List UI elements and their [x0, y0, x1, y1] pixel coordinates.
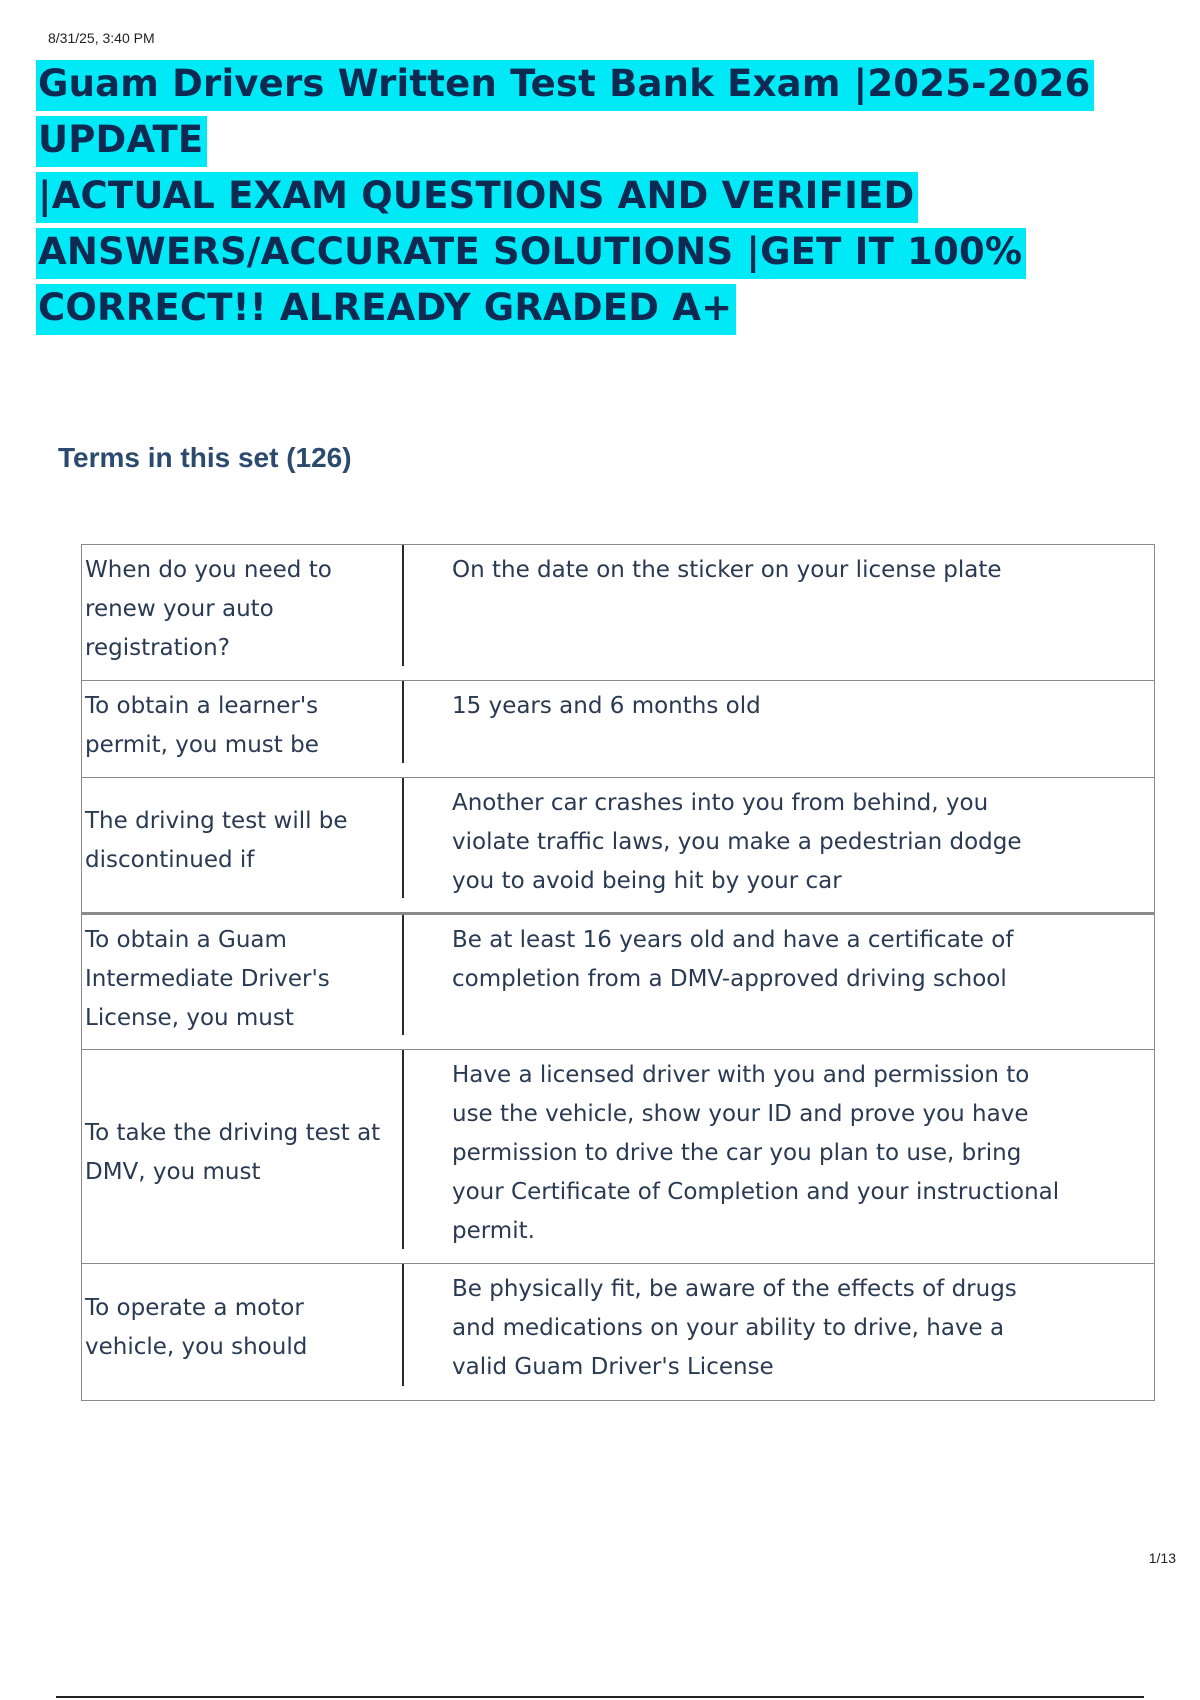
term-text: To take the driving test at DMV, you must	[85, 1119, 381, 1185]
table-row	[82, 545, 1154, 680]
page-number: 1/13	[1148, 1550, 1176, 1566]
footer-divider	[56, 1696, 1144, 1698]
term-text: The driving test will be discontinued if	[85, 808, 348, 873]
title-line: ANSWERS/ACCURATE SOLUTIONS |GET IT 100%	[36, 228, 1026, 279]
document-title	[36, 56, 1176, 336]
term-text: When do you need to renew your auto registration?	[85, 557, 332, 661]
term-text: To obtain a learner's permit, you must be	[85, 693, 319, 758]
term-cell	[82, 778, 402, 912]
term-cell	[82, 1050, 402, 1263]
title-line: Guam Drivers Written Test Bank Exam |2025-2026 UPDATE	[36, 60, 1094, 167]
terms-table	[81, 544, 1155, 1401]
title-line: CORRECT!! ALREADY GRADED A+	[36, 284, 736, 335]
table-row	[82, 777, 1154, 912]
definition-cell: Have a licensed driver with you and permission to use the vehicle, show your ID and prove you have permission to drive the car you plan to use, bring your Certificate of Completion and your instructional permit.	[452, 1062, 1060, 1244]
table-row	[82, 1049, 1154, 1263]
set-heading: Terms in this set (126)	[58, 442, 352, 473]
table-row	[82, 1263, 1154, 1400]
term-cell	[82, 681, 402, 777]
title-line: |ACTUAL EXAM QUESTIONS AND VERIFIED	[36, 172, 918, 223]
term-cell	[82, 545, 402, 680]
term-text: To obtain a Guam Intermediate Driver's License, you must	[85, 927, 330, 1031]
print-timestamp: 8/31/25, 3:40 PM	[48, 30, 155, 46]
definition-cell: 15 years and 6 months old	[452, 693, 761, 719]
table-row	[82, 912, 1154, 1049]
term-cell	[82, 1264, 402, 1400]
table-row	[82, 680, 1154, 777]
term-text: To operate a motor vehicle, you should	[85, 1295, 308, 1360]
term-cell	[82, 915, 402, 1049]
definition-cell: Another car crashes into you from behind, you violate traffic laws, you make a pedestrian dodge you to avoid being hit by your car	[452, 790, 1022, 894]
definition-cell: Be physically fit, be aware of the effects of drugs and medications on your ability to drive, have a valid Guam Driver's License	[452, 1276, 1017, 1380]
definition-cell: On the date on the sticker on your license plate	[452, 557, 1002, 583]
definition-cell: Be at least 16 years old and have a certificate of completion from a DMV-approved driving school	[452, 927, 1014, 992]
